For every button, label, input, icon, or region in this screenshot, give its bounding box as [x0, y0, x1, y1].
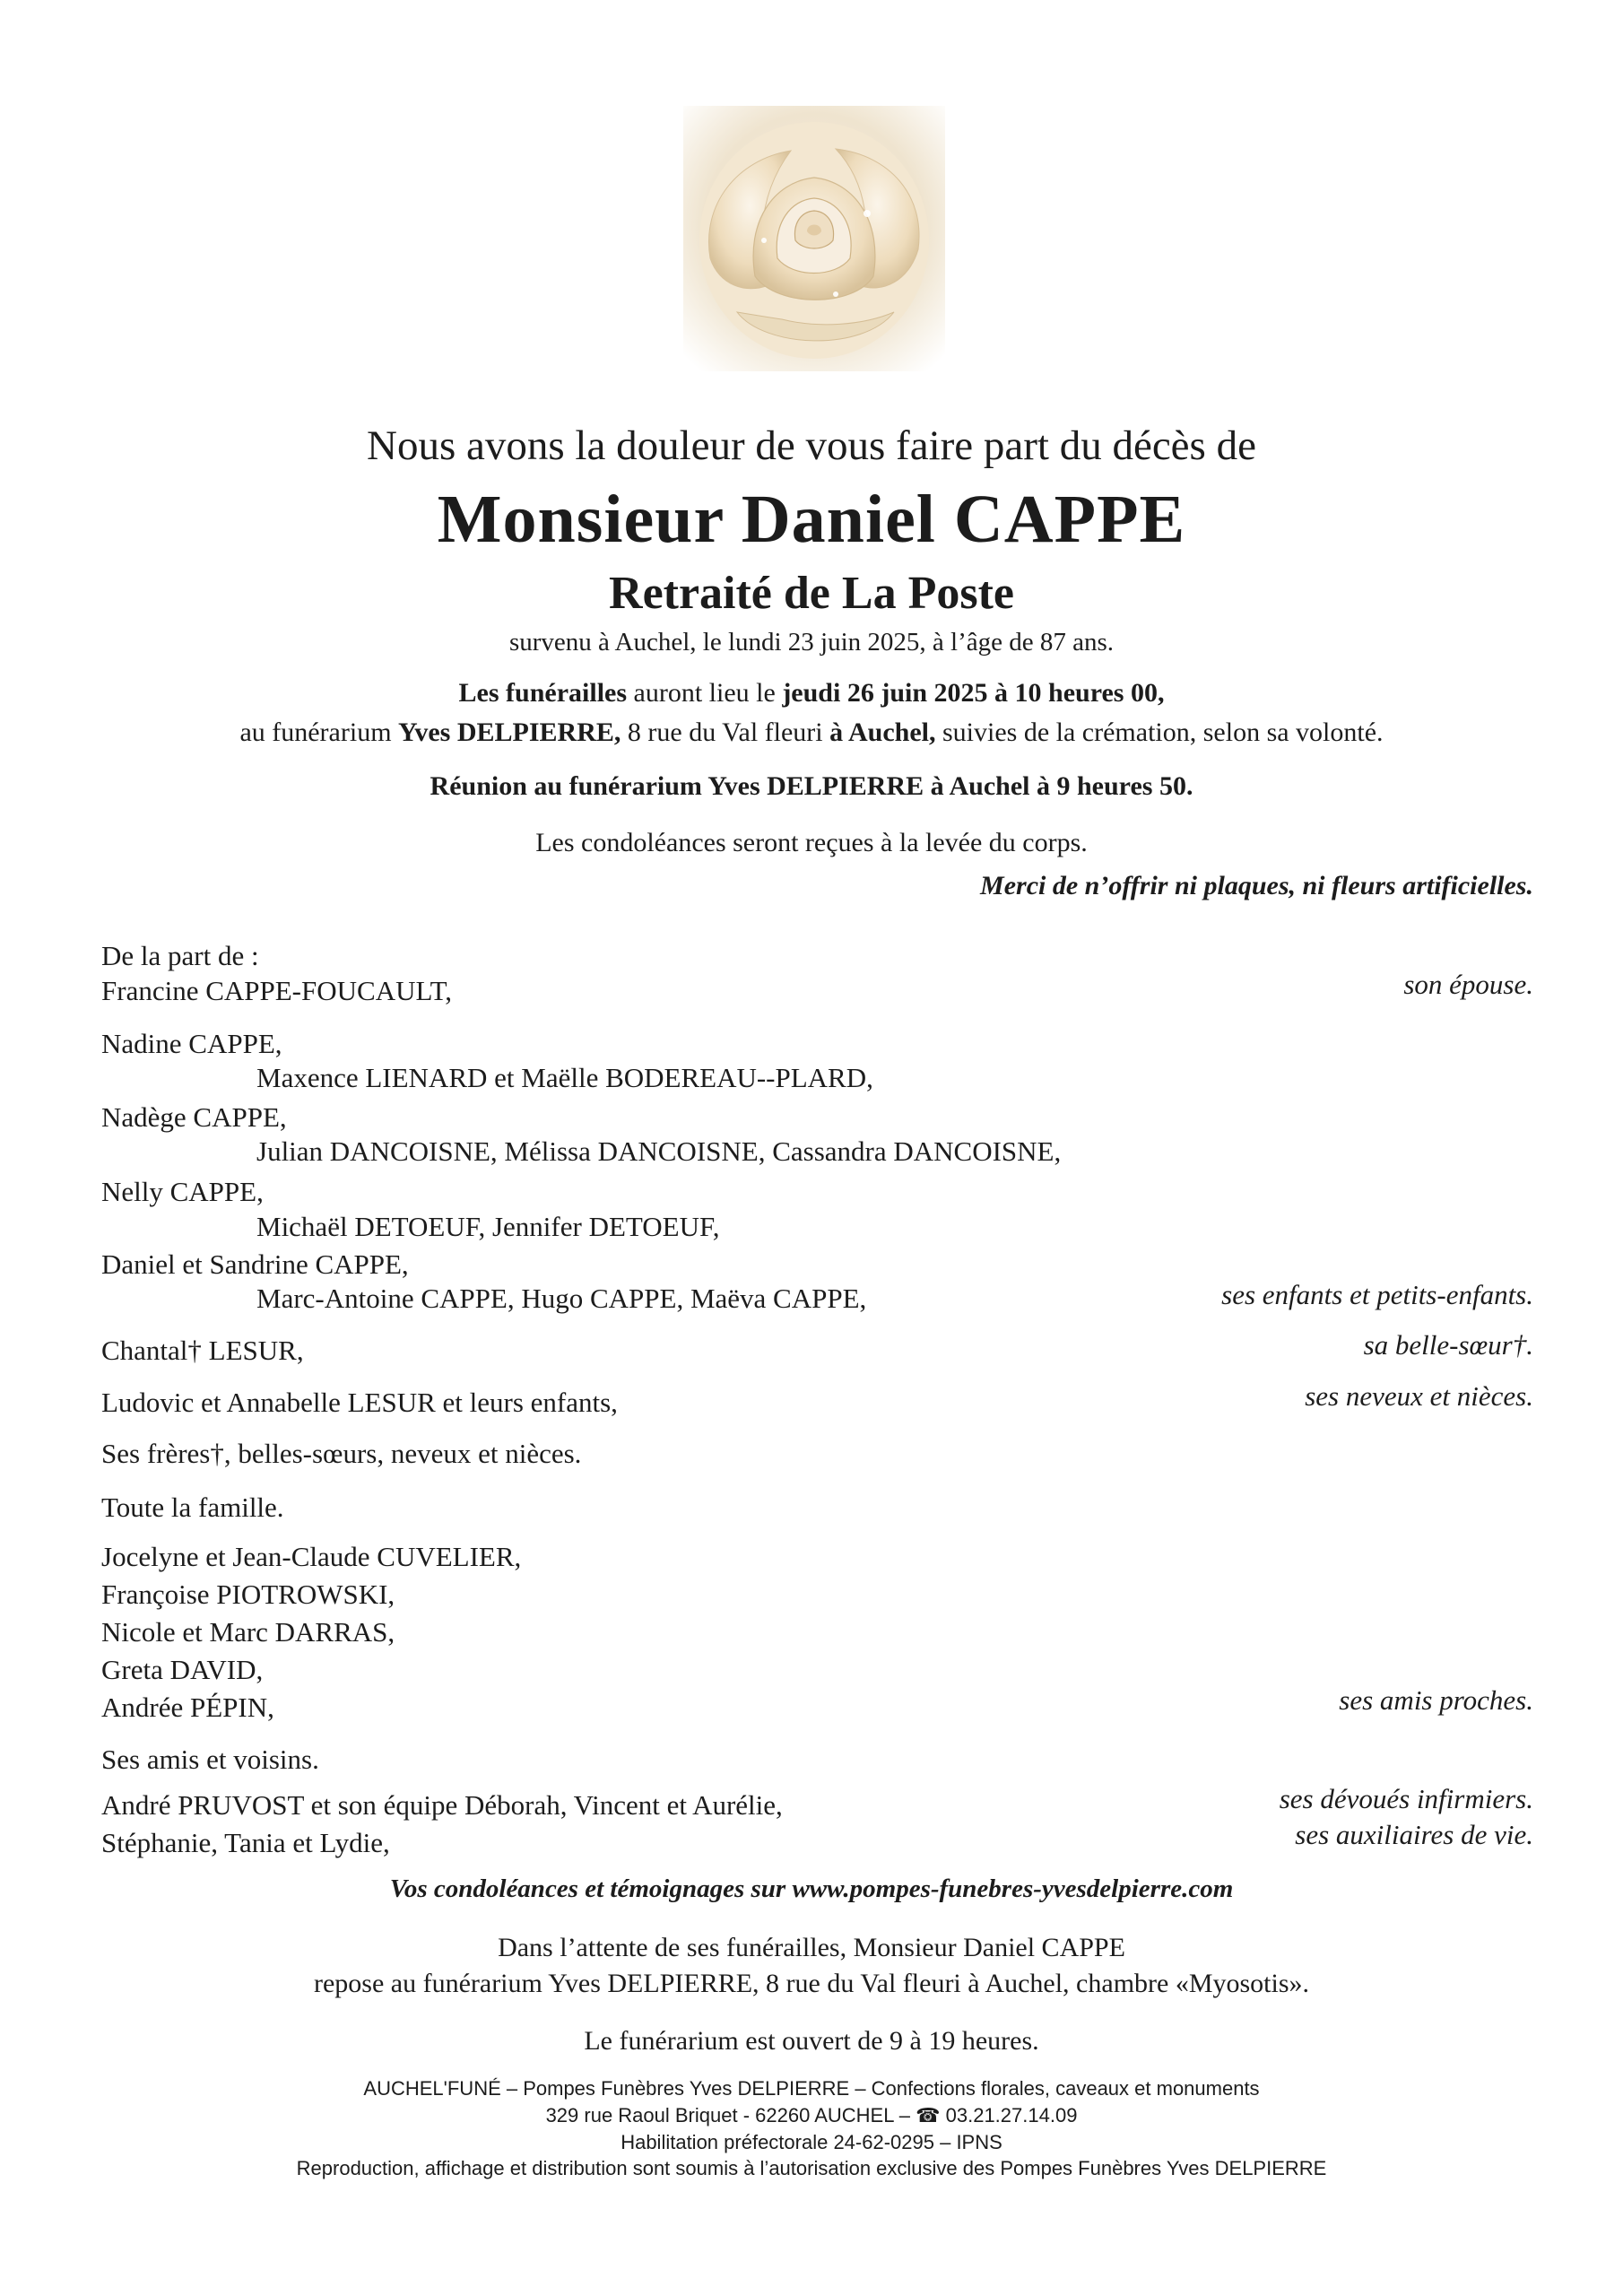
rose-image — [683, 106, 945, 371]
funeral-line-2 — [0, 718, 1623, 748]
no-flowers-request — [980, 871, 1533, 901]
family-member: Michaël DETOEUF, Jennifer DETOEUF, — [256, 1211, 720, 1242]
friend: Nicole et Marc DARRAS, — [101, 1616, 395, 1648]
family-member: Ses frères†, belles-sœurs, neveux et nièces. — [101, 1438, 582, 1469]
intro-line: Nous avons la douleur de vous faire part du décès de — [367, 422, 1256, 469]
family-member: Maxence LIENARD et Maëlle BODEREAU--PLARD, — [256, 1062, 873, 1093]
footer-address-text: 329 rue Raoul Briquet - 62260 AUCHEL – — [545, 2104, 916, 2126]
family-member: Julian DANCOISNE, Mélissa DANCOISNE, Cassandra DANCOISNE, — [256, 1135, 1062, 1167]
relation-label: ses amis proches. — [1339, 1684, 1533, 1716]
funeral-city: à Auchel, — [829, 718, 936, 747]
website-text: Vos condoléances et témoignages sur — [389, 1874, 793, 1903]
family-member: Nadège CAPPE, — [101, 1101, 287, 1133]
friend: Françoise PIOTROWSKI, — [101, 1578, 395, 1610]
family-member: Toute la famille. — [101, 1492, 284, 1523]
family-member: Nelly CAPPE, — [101, 1176, 264, 1207]
deceased-name: Monsieur Daniel CAPPE — [437, 482, 1186, 557]
relation-label: sa belle-sœur†. — [1363, 1329, 1533, 1361]
repose-line-1: Dans l’attente de ses funérailles, Monsieur Daniel CAPPE — [498, 1933, 1125, 1962]
website-line — [0, 1874, 1623, 1904]
caregiver: Stéphanie, Tania et Lydie, — [101, 1827, 390, 1858]
funeral-address: 8 rue du Val fleuri — [621, 718, 830, 747]
relation-label: ses enfants et petits-enfants. — [1221, 1279, 1533, 1310]
footer-habilitation: Habilitation préfectorale 24-62-0295 – IPNS — [621, 2131, 1002, 2153]
caregiver: André PRUVOST et son équipe Déborah, Vincent et Aurélie, — [101, 1789, 783, 1821]
footer-company: AUCHEL'FUNÉ – Pompes Funèbres Yves DELPIERRE – Confections florales, caveaux et monuments — [363, 2077, 1260, 2100]
footer-phone: 03.21.27.14.09 — [945, 2104, 1078, 2126]
family-member: Chantal† LESUR, — [101, 1335, 304, 1366]
condolences-line: Les condoléances seront reçues à la levée du corps. — [535, 828, 1088, 857]
relation-label: ses auxiliaires de vie. — [1295, 1819, 1533, 1850]
friend: Greta DAVID, — [101, 1654, 264, 1685]
reunion-line: Réunion au funérarium Yves DELPIERRE à Auchel à 9 heures 50. — [430, 771, 1193, 801]
no-flowers-part-1: Merci de n’offrir ni plaques, ni — [980, 871, 1332, 900]
relation-label: son épouse. — [1403, 969, 1533, 1000]
family-member: Daniel et Sandrine CAPPE, — [101, 1248, 409, 1280]
funeral-cremation: suivies de la crémation, selon sa volonté. — [935, 718, 1384, 747]
opening-hours: Le funérarium est ouvert de 9 à 19 heures. — [584, 2026, 1039, 2056]
funeral-home-name: Yves DELPIERRE, — [398, 718, 621, 747]
family-member: Francine CAPPE-FOUCAULT, — [101, 975, 452, 1006]
footer-address — [0, 2104, 1623, 2127]
friend: Jocelyne et Jean-Claude CUVELIER, — [101, 1541, 522, 1572]
friend: Ses amis et voisins. — [101, 1744, 319, 1775]
family-member: Ludovic et Annabelle LESUR et leurs enfants, — [101, 1387, 618, 1418]
funeral-line-1 — [0, 678, 1623, 709]
family-member: Nadine CAPPE, — [101, 1028, 282, 1059]
website-link[interactable]: www.pompes-funebres-yvesdelpierre.com — [792, 1874, 1234, 1903]
family-intro: De la part de : — [101, 940, 259, 971]
funeral-place-prefix: au funérarium — [239, 718, 399, 747]
funeral-label: Les funérailles — [458, 678, 628, 708]
relation-label: ses neveux et nièces. — [1305, 1380, 1533, 1412]
relation-label: ses dévoués infirmiers. — [1279, 1783, 1533, 1814]
footer-copyright: Reproduction, affichage et distribution sont soumis à l’autorisation exclusive des Pompes Funèbres Yves DELPIERRE — [296, 2157, 1327, 2179]
family-member: Marc-Antoine CAPPE, Hugo CAPPE, Maëva CAPPE, — [256, 1283, 867, 1314]
friend: Andrée PÉPIN, — [101, 1692, 274, 1723]
no-flowers-part-2: fleurs artificielles. — [1332, 871, 1533, 900]
funeral-text: auront lieu le — [627, 678, 783, 708]
repose-line-2: repose au funérarium Yves DELPIERRE, 8 rue du Val fleuri à Auchel, chambre «Myosotis». — [313, 1969, 1310, 1998]
death-details: survenu à Auchel, le lundi 23 juin 2025, à l’âge de 87 ans. — [508, 628, 1115, 657]
deceased-subtitle: Retraité de La Poste — [609, 568, 1014, 619]
phone-icon: ☎ — [916, 2104, 946, 2126]
funeral-date: jeudi 26 juin 2025 à 10 heures 00, — [782, 678, 1165, 708]
